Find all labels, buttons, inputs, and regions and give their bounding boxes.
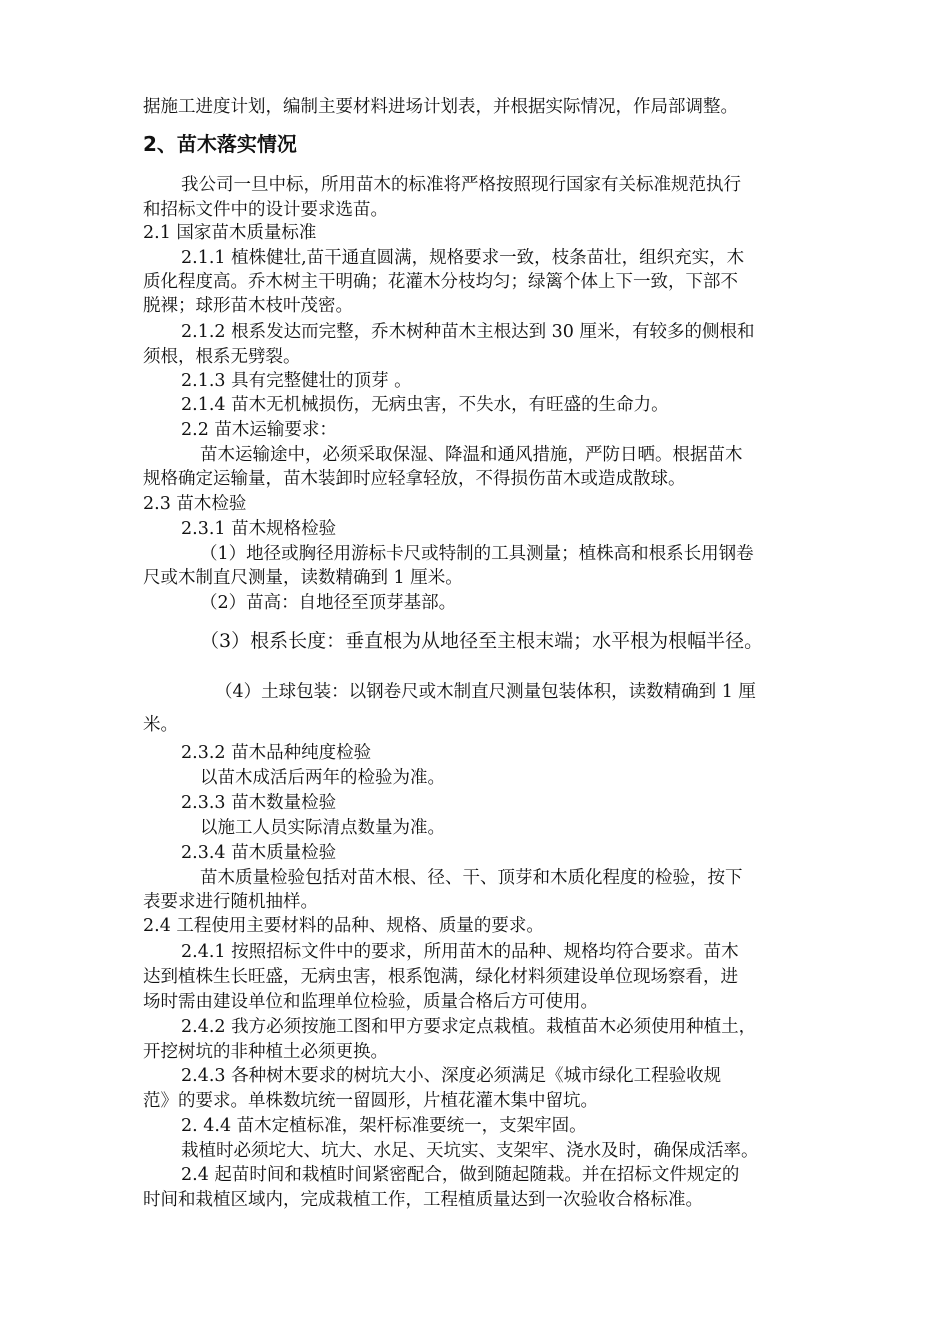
paragraph-line: 规格确定运输量，苗木装卸时应轻拿轻放，不得损伤苗木或造成散球。 <box>143 469 686 489</box>
paragraph-line: （4）土球包装：以钢卷尺或木制直尺测量包装体积，读数精确到 1 厘 <box>215 682 756 702</box>
subsection-heading: 2.3.3 苗木数量检验 <box>181 793 337 813</box>
paragraph-line: 苗木质量检验包括对苗木根、径、干、顶芽和木质化程度的检验，按下 <box>200 868 743 888</box>
subsection-heading: 2.4 工程使用主要材料的品种、规格、质量的要求。 <box>143 916 544 936</box>
paragraph-line: 脱裸；球形苗木枝叶茂密。 <box>143 296 353 316</box>
paragraph-line: 栽植时必须坨大、坑大、水足、天坑实、支架牢、浇水及时，确保成活率。 <box>181 1141 759 1161</box>
paragraph-line: 和招标文件中的设计要求选苗。 <box>143 200 388 220</box>
subsection-heading: 2.1 国家苗木质量标准 <box>143 223 317 243</box>
paragraph-line: 时间和栽植区域内，完成栽植工作，工程植质量达到一次验收合格标准。 <box>143 1190 703 1210</box>
paragraph-line: 2.1.4 苗木无机械损伤，无病虫害，不失水，有旺盛的生命力。 <box>181 395 669 415</box>
paragraph-line: 表要求进行随机抽样。 <box>143 892 318 912</box>
paragraph-line: 2.1.2 根系发达而完整，乔木树种苗木主根达到 30 厘米，有较多的侧根和 <box>181 322 755 342</box>
paragraph-line: 开挖树坑的非种植土必须更换。 <box>143 1042 388 1062</box>
paragraph-line: 据施工进度计划，编制主要材料进场计划表，并根据实际情况，作局部调整。 <box>143 97 738 117</box>
paragraph-line: 2.4.1 按照招标文件中的要求，所用苗木的品种、规格均符合要求。苗木 <box>181 942 739 962</box>
subsection-heading: 2.3.1 苗木规格检验 <box>181 519 337 539</box>
paragraph-line: 苗木运输途中，必须采取保湿、降温和通风措施，严防日晒。根据苗木 <box>200 445 743 465</box>
paragraph-line: 2.1.1 植株健壮,苗干通直圆满，规格要求一致，枝条苗壮，组织充实，木 <box>181 248 745 268</box>
paragraph-line: 尺或木制直尺测量，读数精确到 1 厘米。 <box>143 568 463 588</box>
paragraph-line: 范》的要求。单株数坑统一留圆形，片植花灌木集中留坑。 <box>143 1091 598 1111</box>
paragraph-line: 2. 4.4 苗木定植标准，架杆标准要统一，支架牢固。 <box>181 1116 587 1136</box>
paragraph-line: 2.4.2 我方必须按施工图和甲方要求定点栽植。栽植苗木必须使用种植土， <box>181 1017 757 1037</box>
paragraph-line: 达到植株生长旺盛，无病虫害，根系饱满，绿化材料须建设单位现场察看，进 <box>143 967 738 987</box>
paragraph-line: 质化程度高。乔木树主干明确；花灌木分枝均匀；绿篱个体上下一致，下部不 <box>143 272 738 292</box>
paragraph-line: 米。 <box>143 715 178 735</box>
paragraph-line: 以施工人员实际清点数量为准。 <box>200 818 445 838</box>
subsection-heading: 2.3.4 苗木质量检验 <box>181 843 337 863</box>
paragraph-line: 2.4.3 各种树木要求的树坑大小、深度必须满足《城市绿化工程验收规 <box>181 1066 722 1086</box>
paragraph-line: 2.4 起苗时间和栽植时间紧密配合，做到随起随栽。并在招标文件规定的 <box>181 1165 740 1185</box>
paragraph-line: 场时需由建设单位和监理单位检验，质量合格后方可使用。 <box>143 992 598 1012</box>
paragraph-line: （1）地径或胸径用游标卡尺或特制的工具测量；植株高和根系长用钢卷 <box>200 544 754 564</box>
subsection-heading: 2.2 苗木运输要求： <box>181 420 337 440</box>
paragraph-line: （3）根系长度：垂直根为从地径至主根末端；水平根为根幅半径。 <box>200 630 764 652</box>
subsection-heading: 2.3.2 苗木品种纯度检验 <box>181 743 372 763</box>
paragraph-line: 须根，根系无劈裂。 <box>143 347 301 367</box>
paragraph-line: 我公司一旦中标，所用苗木的标准将严格按照现行国家有关标准规范执行 <box>181 175 741 195</box>
section-heading: 2、苗木落实情况 <box>143 132 297 156</box>
subsection-heading: 2.3 苗木检验 <box>143 494 247 514</box>
paragraph-line: （2）苗高：自地径至顶芽基部。 <box>200 593 457 613</box>
paragraph-line: 2.1.3 具有完整健壮的顶芽 。 <box>181 371 412 391</box>
paragraph-line: 以苗木成活后两年的检验为准。 <box>200 768 445 788</box>
